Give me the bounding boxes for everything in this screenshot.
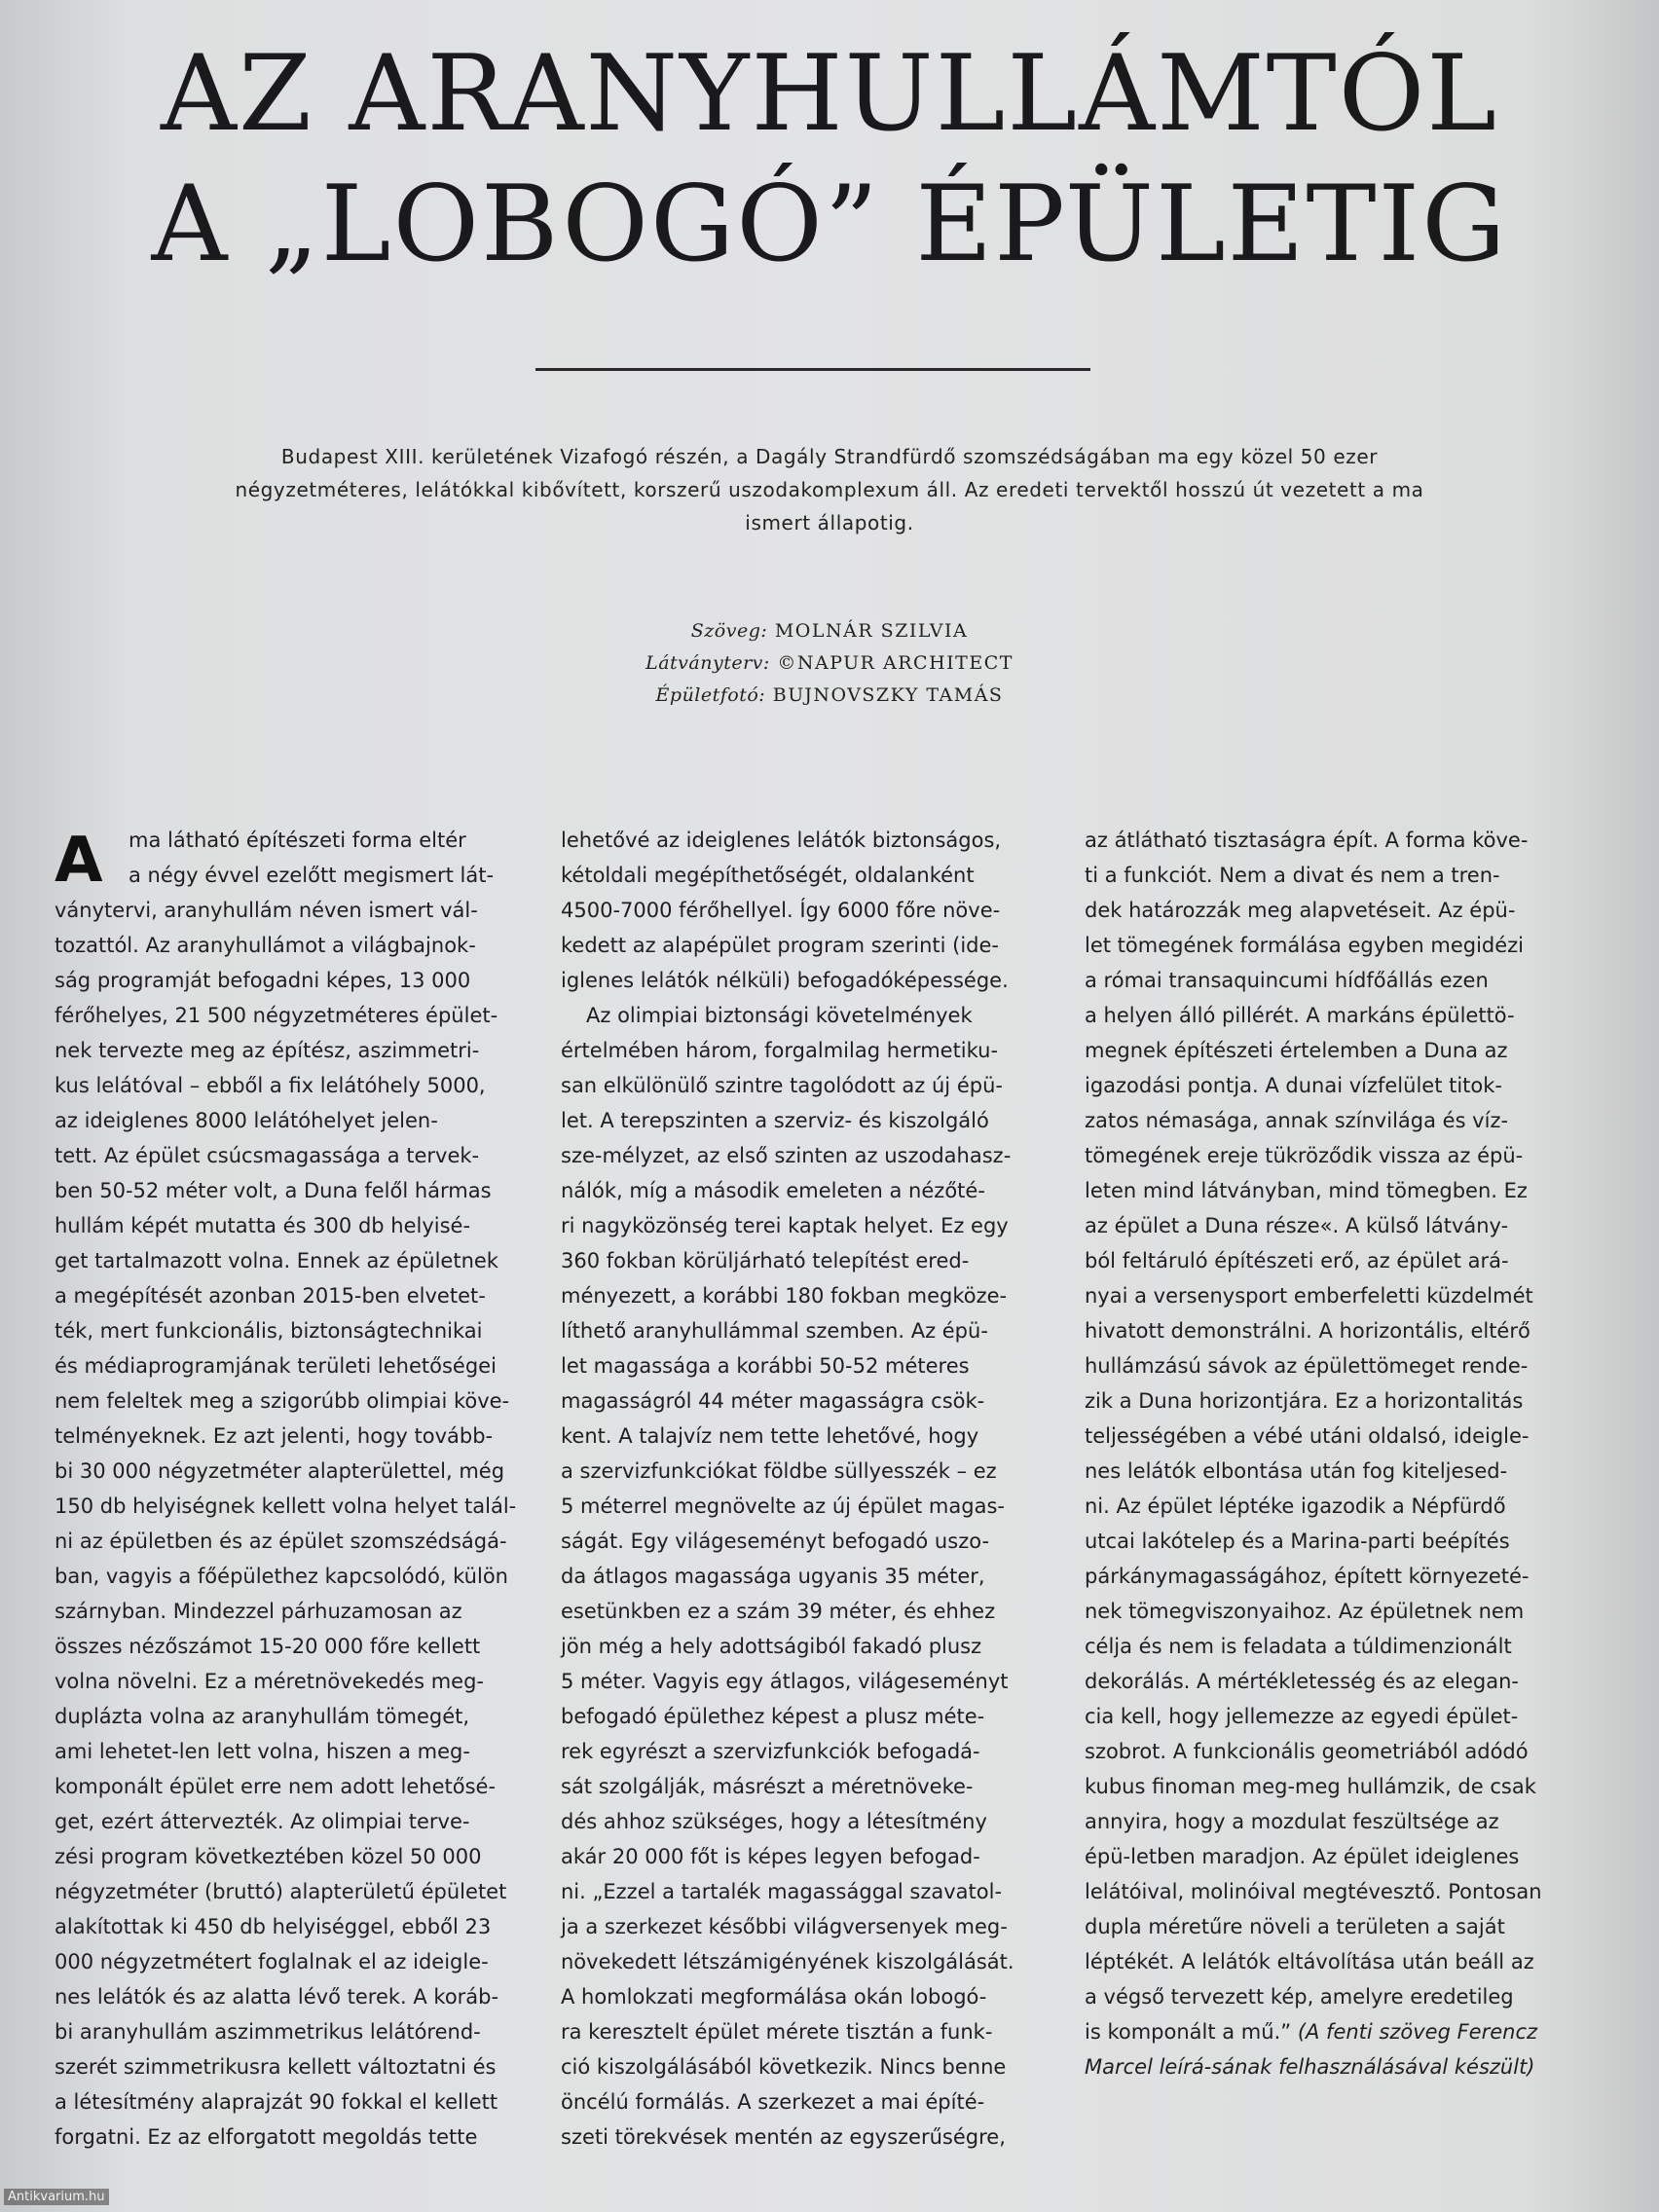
text-line — [55, 1699, 541, 1734]
text-line-content: let tömegének formálása egyben megidézi — [1085, 934, 1525, 957]
text-line-content: alakítottak ki 450 db helyiséggel, ebből 23 — [55, 1915, 492, 1938]
credit-label: Látványterv: — [645, 652, 770, 674]
text-line — [1085, 1979, 1571, 2014]
text-line — [55, 1033, 541, 1068]
text-line — [1085, 1734, 1571, 1769]
text-line — [1085, 858, 1571, 893]
text-line — [561, 1383, 1048, 1419]
text-line — [55, 823, 541, 858]
text-line — [561, 1979, 1048, 2014]
text-line — [55, 2120, 541, 2155]
text-line — [55, 1524, 541, 1559]
text-line — [1085, 893, 1571, 928]
text-line-content: hullámzású sávok az épülettömeget rende- — [1085, 1354, 1529, 1378]
credit-name: MOLNÁR SZILVIA — [774, 620, 969, 642]
text-line-content: megnek építészeti értelemben a Duna az — [1085, 1039, 1508, 1062]
text-line-content: 5 méter. Vagyis egy átlagos, világeseményt — [561, 1670, 1009, 1693]
text-line — [55, 1068, 541, 1103]
text-line-content: a megépítését azonban 2015-ben elvetet- — [55, 1284, 486, 1308]
text-line-content: a négy évvel ezelőtt megismert lát- — [129, 864, 495, 887]
text-line — [55, 1839, 541, 1874]
text-line — [561, 2049, 1048, 2084]
text-line-content: nyai a versenysport emberfeletti küzdelmét — [1085, 1284, 1533, 1308]
text-line — [55, 1243, 541, 1278]
text-line — [561, 1419, 1048, 1454]
text-line-content: ja a szerkezet későbbi világversenyek meg- — [561, 1915, 1008, 1938]
credit-label: Szöveg: — [690, 620, 768, 642]
text-line — [55, 1769, 541, 1804]
body-column-1 — [55, 823, 541, 2155]
text-line-content: az épület a Duna része«. A külső látvány- — [1085, 1214, 1509, 1237]
text-line-content: befogadó épülethez képest a plusz méte- — [561, 1705, 985, 1728]
text-line-content: ványtervi, aranyhullám néven ismert vál- — [55, 899, 478, 922]
text-line-content: dés ahhoz szükséges, hogy a létesítmény — [561, 1810, 987, 1833]
text-line — [55, 1278, 541, 1313]
text-line-content: ra keresztelt épület mérete tisztán a funk- — [561, 2020, 993, 2044]
text-line — [1085, 2014, 1571, 2049]
text-line-content: telményeknek. Ez azt jelenti, hogy tovább- — [55, 1424, 494, 1448]
text-line — [561, 1629, 1048, 1664]
text-line — [1085, 1033, 1571, 1068]
text-line — [561, 998, 1048, 1033]
text-line-content: cia kell, hogy jellemezze az egyedi épület- — [1085, 1705, 1519, 1728]
title-divider — [535, 368, 1090, 371]
text-line — [1085, 1278, 1571, 1313]
text-line-content: szeti törekvések mentén az egyszerűségre, — [561, 2125, 1006, 2149]
text-line — [55, 1734, 541, 1769]
text-line-content: ni. „Ezzel a tartalék magassággal szavatol- — [561, 1880, 1003, 1903]
text-line-content: és médiaprogramjának területi lehetőségei — [55, 1354, 497, 1378]
text-line-content: lehetővé az ideiglenes lelátók biztonságos, — [561, 829, 1002, 852]
text-line — [1085, 823, 1571, 858]
text-line — [561, 1278, 1048, 1313]
text-line-content: 000 négyzetmétert foglalnak el az ideigle- — [55, 1950, 489, 1973]
text-line — [55, 893, 541, 928]
text-line — [55, 1559, 541, 1594]
text-line — [55, 1383, 541, 1419]
text-line — [561, 1348, 1048, 1383]
text-line-content: bi aranyhullám aszimmetrikus lelátórend- — [55, 2020, 481, 2044]
credits — [438, 615, 1221, 712]
text-line-content: rek egyrészt a szervizfunkciók befogadá- — [561, 1740, 980, 1763]
text-line-content: ami lehetet-len lett volna, hiszen a meg- — [55, 1740, 470, 1763]
text-line — [1085, 1629, 1571, 1664]
text-line-content: zik a Duna horizontjára. Ez a horizontalitás — [1085, 1389, 1524, 1413]
text-line — [1085, 1243, 1571, 1278]
text-line-content: let. A terepszinten a szerviz- és kiszolgáló — [561, 1109, 989, 1132]
text-line-content: 360 fokban körüljárható telepítést ered- — [561, 1249, 970, 1272]
text-line-content: kétoldali megépíthetőségét, oldalanként — [561, 864, 975, 887]
text-line-content: duplázta volna az aranyhullám tömegét, — [55, 1705, 470, 1728]
text-line — [561, 1559, 1048, 1594]
text-line — [561, 2120, 1048, 2155]
text-line-content: dek határozzák meg alapvetéseit. Az épü- — [1085, 899, 1516, 922]
text-line — [561, 1699, 1048, 1734]
text-line — [1085, 1489, 1571, 1524]
text-line — [561, 963, 1048, 998]
text-line — [55, 1489, 541, 1524]
text-line-content: sát szolgálják, másrészt a méretnöveke- — [561, 1775, 974, 1798]
text-line — [55, 1208, 541, 1243]
text-line-content: léptékét. A lelátók eltávolítása után beáll az — [1085, 1950, 1534, 1973]
text-line-content: ben 50-52 méter volt, a Duna felől hármas — [55, 1179, 492, 1202]
drop-cap: A — [55, 825, 103, 897]
text-line-content: ban, vagyis a főépülethez kapcsolódó, külön — [55, 1565, 508, 1588]
text-line-content: szárnyban. Mindezzel párhuzamosan az — [55, 1600, 462, 1623]
credit-text — [438, 615, 1221, 647]
text-line — [561, 928, 1048, 963]
credit-visual — [438, 647, 1221, 680]
text-line-content: kent. A talajvíz nem tette lehetővé, hogy — [561, 1424, 979, 1448]
text-line — [1085, 928, 1571, 963]
text-line — [561, 1594, 1048, 1629]
text-line — [1085, 1068, 1571, 1103]
text-line — [561, 2014, 1048, 2049]
text-line-content: esetünkben ez a szám 39 méter, és ehhez — [561, 1600, 996, 1623]
text-line-content: hullám képét mutatta és 300 db helyisé- — [55, 1214, 471, 1237]
text-line-content: értelmében három, forgalmilag hermetiku- — [561, 1039, 999, 1062]
text-line — [55, 1103, 541, 1138]
text-line — [55, 1138, 541, 1173]
text-line — [561, 1944, 1048, 1979]
credit-label: Épületfotó: — [655, 684, 766, 706]
text-line-content: ból feltáruló építészeti erő, az épület ará- — [1085, 1249, 1509, 1272]
watermark: Antikvarium.hu — [4, 2189, 109, 2205]
text-line-content: a létesítmény alaprajzát 90 fokkal el kellett — [55, 2090, 498, 2114]
text-line — [561, 1734, 1048, 1769]
text-line-content: ti a funkciót. Nem a divat és nem a tren- — [1085, 864, 1500, 887]
lead-line: Budapest XIII. kerületének Vizafogó részén, a Dagály Strandfürdő szomszédságában ma egy közel 50 ezer — [280, 445, 1379, 468]
text-line — [55, 2049, 541, 2084]
text-line — [1085, 998, 1571, 1033]
text-line-content: épü-letben maradjon. Az épület ideiglenes — [1085, 1845, 1520, 1868]
text-line — [561, 1313, 1048, 1348]
text-line-content: volna növelni. Ez a méretnövekedés meg- — [55, 1670, 484, 1693]
text-line — [561, 1804, 1048, 1839]
text-line-content: nálók, míg a második emeleten a nézőté- — [561, 1179, 985, 1202]
credit-photo — [438, 680, 1221, 712]
text-line — [1085, 1419, 1571, 1454]
text-line — [561, 1208, 1048, 1243]
text-line — [1085, 1874, 1571, 1909]
text-line-content: a római transaquincumi hídfőállás ezen — [1085, 969, 1489, 992]
text-line — [561, 1874, 1048, 1909]
text-line-content: get, ezért áttervezték. Az olimpiai terve- — [55, 1810, 470, 1833]
text-line-content: ték, mert funkcionális, biztonságtechnikai — [55, 1319, 483, 1343]
text-line-content: négyzetméter (bruttó) alapterületű épületet — [55, 1880, 507, 1903]
title-line-2: A „LOBOGÓ” ÉPÜLETIG — [151, 164, 1508, 285]
text-line-content: célja és nem is feladata a túldimenzionált — [1085, 1635, 1512, 1658]
credit-name: ©NAPUR ARCHITECT — [777, 652, 1014, 674]
text-line — [1085, 1769, 1571, 1804]
text-line-content: leten mind látványban, mind tömegben. Ez — [1085, 1179, 1528, 1202]
text-line — [55, 2084, 541, 2120]
text-line-content: férőhelyes, 21 500 négyzetméteres épület- — [55, 1004, 498, 1027]
text-line-content: a végső tervezett kép, amelyre eredetileg — [1085, 1985, 1514, 2009]
text-line — [55, 1419, 541, 1454]
text-line — [1085, 963, 1571, 998]
text-line-content: kubus finoman meg-meg hullámzik, de csak — [1085, 1775, 1536, 1798]
text-line — [55, 1173, 541, 1208]
text-line-content: tett. Az épület csúcsmagassága a tervek- — [55, 1144, 480, 1167]
text-line — [55, 1313, 541, 1348]
text-line — [55, 928, 541, 963]
text-line-content: a szervizfunkciókat földbe süllyesszék – ez — [561, 1459, 997, 1483]
text-line-content: tömegének ereje tükröződik vissza az épü- — [1085, 1144, 1524, 1167]
text-line-content: da átlagos magassága ugyanis 35 méter, — [561, 1565, 985, 1588]
text-line-content: 5 méterrel megnövelte az új épület magas- — [561, 1494, 1005, 1518]
text-line — [561, 1769, 1048, 1804]
text-line-content: ri nagyközönség terei kaptak helyet. Ez egy — [561, 1214, 1009, 1237]
text-line — [55, 963, 541, 998]
body-column-3 — [1085, 823, 1571, 2084]
text-line — [55, 1348, 541, 1383]
text-line — [55, 1594, 541, 1629]
text-line-content: jön még a hely adottságiból fakadó plusz — [561, 1635, 982, 1658]
text-line-content: magasságról 44 méter magasságra csök- — [561, 1389, 985, 1413]
text-line — [1085, 1173, 1571, 1208]
text-line-content: san elkülönülő szintre tagolódott az új épü- — [561, 1074, 1003, 1097]
text-line — [561, 1909, 1048, 1944]
text-line-content: zatos némasága, annak színvilága és víz- — [1085, 1109, 1509, 1132]
text-line-content: ni. Az épület léptéke igazodik a Népfürdő — [1085, 1494, 1506, 1518]
text-line-content: let magassága a korábbi 50-52 méteres — [561, 1354, 970, 1378]
text-line — [55, 998, 541, 1033]
lead-line: négyzetméteres, lelátókkal kibővített, korszerű uszodakomplexum áll. Az eredeti tervektől hosszú út vezetett a ma — [235, 478, 1424, 501]
text-line — [1085, 1348, 1571, 1383]
text-line — [1085, 1383, 1571, 1419]
lead-line: ismert állapotig. — [745, 511, 914, 535]
text-line-content: szerét szimmetrikusra kellett változtatni és — [55, 2055, 497, 2079]
text-line — [561, 1173, 1048, 1208]
text-line — [55, 1944, 541, 1979]
text-line-content: ni az épületben és az épület szomszédságá- — [55, 1530, 507, 1553]
text-line — [1085, 1909, 1571, 1944]
text-line-content: zési program következtében közel 50 000 — [55, 1845, 482, 1868]
body-column-2 — [561, 823, 1048, 2155]
text-line — [1085, 1313, 1571, 1348]
text-line-content: tozattól. Az aranyhullámot a világbajnok- — [55, 934, 476, 957]
text-line-content: iglenes lelátók nélküli) befogadóképessége. — [561, 969, 1009, 992]
text-line — [1085, 1594, 1571, 1629]
text-line — [1085, 1944, 1571, 1979]
text-line — [1085, 1804, 1571, 1839]
text-line — [561, 1103, 1048, 1138]
text-line-content: 150 db helyiségnek kellett volna helyet talál- — [55, 1494, 517, 1518]
text-line-content: dupla méretűre növeli a területen a saját — [1085, 1915, 1505, 1938]
text-line-content: bi 30 000 négyzetméter alapterülettel, még — [55, 1459, 505, 1483]
text-line-content: 4500-7000 férőhellyel. Így 6000 főre növe- — [561, 899, 1001, 922]
text-line — [55, 2014, 541, 2049]
text-line-content: A homlokzati megformálása okán lobogó- — [561, 1985, 987, 2009]
text-line — [55, 1979, 541, 2014]
text-line-content: utcai lakótelep és a Marina-parti beépítés — [1085, 1530, 1510, 1553]
text-line-content: nek tömegviszonyaihoz. Az épületnek nem — [1085, 1600, 1525, 1623]
text-line-content: dekorálás. A mértékletesség és az elegan- — [1085, 1670, 1519, 1693]
text-line — [1085, 1839, 1571, 1874]
text-line-content: teljességében a vébé utáni oldalsó, ideigle- — [1085, 1424, 1530, 1448]
text-line — [561, 1489, 1048, 1524]
text-line — [561, 823, 1048, 858]
text-line — [561, 893, 1048, 928]
text-line-content: hivatott demonstrálni. A horizontális, eltérő — [1085, 1319, 1530, 1343]
text-line-content: növekedett létszámigényének kiszolgálását. — [561, 1950, 1014, 1973]
text-line-content: forgatni. Ez az elforgatott megoldás tette — [55, 2125, 478, 2149]
text-line-content: ság programját befogadni képes, 13 000 — [55, 969, 471, 992]
text-line-content: Az olimpiai biztonsági követelmények — [586, 1004, 973, 1027]
text-line-content: kus lelátóval – ebből a fix lelátóhely 5000, — [55, 1074, 486, 1097]
text-line-content: a helyen álló pillérét. A markáns épülettö- — [1085, 1004, 1515, 1027]
text-line-content: ció kiszolgálásából következik. Nincs benne — [561, 2055, 1007, 2079]
text-line-content: nes lelátók és az alatta lévő terek. A koráb- — [55, 1985, 499, 2009]
article-lead — [195, 440, 1464, 539]
source-note: (A fenti szöveg Ferencz — [1297, 2020, 1538, 2044]
text-line-content: is komponált a mű.” — [1085, 2020, 1298, 2044]
text-line — [561, 1454, 1048, 1489]
text-line — [561, 1138, 1048, 1173]
text-line — [1085, 1699, 1571, 1734]
text-line — [1085, 1559, 1571, 1594]
text-line-content: összes nézőszámot 15-20 000 főre kellett — [55, 1635, 481, 1658]
text-line-content: az ideiglenes 8000 lelátóhelyet jelen- — [55, 1109, 438, 1132]
source-note: Marcel leírá-sának felhasználásával készült) — [1085, 2055, 1535, 2079]
text-line-content: ményezett, a korábbi 180 fokban megköze- — [561, 1284, 1008, 1308]
text-line — [1085, 1208, 1571, 1243]
text-line — [1085, 1138, 1571, 1173]
text-line — [561, 2084, 1048, 2120]
text-line-content: akár 20 000 főt is képes legyen befogad- — [561, 1845, 980, 1868]
article-title — [0, 29, 1659, 290]
text-line-content: nem feleltek meg a szigorúbb olimpiai köve- — [55, 1389, 510, 1413]
text-line-content: az átlátható tisztaságra épít. A forma köve- — [1085, 829, 1529, 852]
text-line — [55, 1804, 541, 1839]
text-line — [1085, 2049, 1571, 2084]
text-line-content: annyira, hogy a mozdulat feszültsége az — [1085, 1810, 1499, 1833]
text-line — [1085, 1664, 1571, 1699]
text-line-content: igazodási pontja. A dunai vízfelület titok- — [1085, 1074, 1502, 1097]
text-line — [1085, 1103, 1571, 1138]
text-line-content: sze-mélyzet, az első szinten az uszodahasz- — [561, 1144, 1012, 1167]
text-line — [561, 1033, 1048, 1068]
text-line-content: öncélú formálás. A szerkezet a mai építé- — [561, 2090, 985, 2114]
text-line — [55, 1664, 541, 1699]
text-line-content: ma látható építészeti forma eltér — [129, 829, 466, 852]
text-line — [561, 1243, 1048, 1278]
text-line-content: kedett az alapépület program szerinti (ide- — [561, 934, 999, 957]
text-line-content: ságát. Egy világeseményt befogadó uszo- — [561, 1530, 990, 1553]
text-line-content: nes lelátók elbontása után fog kiteljesed- — [1085, 1459, 1508, 1483]
text-line — [561, 1524, 1048, 1559]
text-line — [561, 858, 1048, 893]
text-line — [55, 1629, 541, 1664]
text-line — [561, 1839, 1048, 1874]
text-line — [561, 1664, 1048, 1699]
text-line — [1085, 1524, 1571, 1559]
credit-name: BUJNOVSZKY TAMÁS — [772, 684, 1004, 706]
text-line-content: lelátóival, molinóival megtévesztő. Pontosan — [1085, 1880, 1542, 1903]
text-line — [561, 1068, 1048, 1103]
text-line — [55, 1454, 541, 1489]
text-line — [55, 1874, 541, 1909]
text-line-content: szobrot. A funkcionális geometriából adódó — [1085, 1740, 1529, 1763]
title-line-1: AZ ARANYHULLÁMTÓL — [161, 33, 1498, 155]
text-line-content: líthető aranyhullámmal szemben. Az épü- — [561, 1319, 988, 1343]
text-line-content: párkánymagasságához, épített környezeté- — [1085, 1565, 1530, 1588]
text-line — [55, 858, 541, 893]
text-line — [55, 1909, 541, 1944]
text-line — [1085, 1454, 1571, 1489]
text-line-content: get tartalmazott volna. Ennek az épületnek — [55, 1249, 498, 1272]
text-line-content: komponált épület erre nem adott lehetősé- — [55, 1775, 497, 1798]
text-line-content: nek tervezte meg az építész, aszimmetri- — [55, 1039, 480, 1062]
